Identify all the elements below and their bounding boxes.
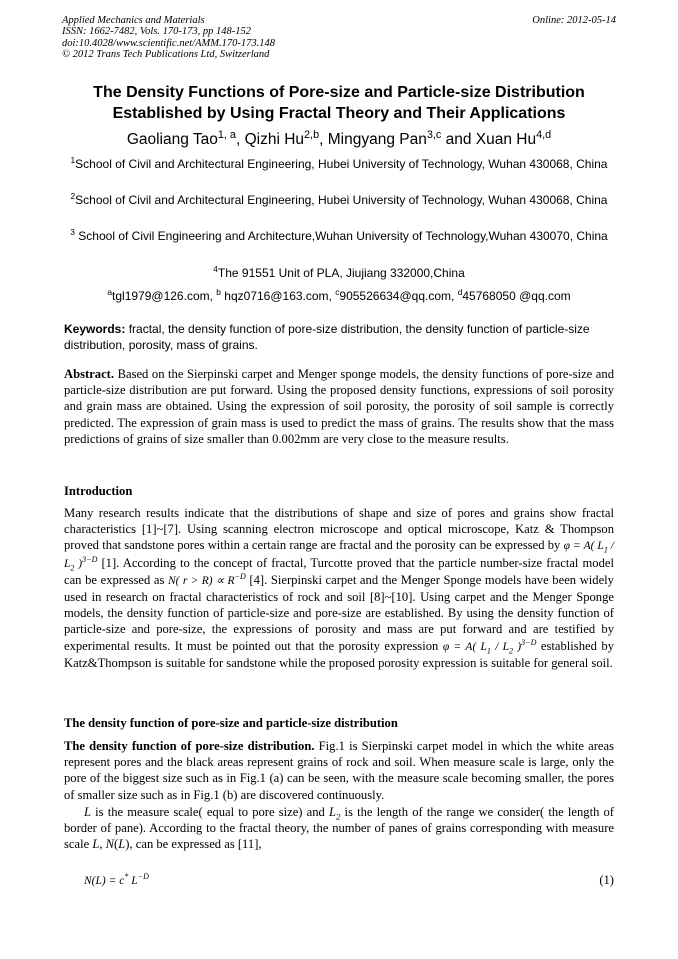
math-L2: $L_2$ [328,805,341,822]
intro-paragraph: Many research results indicate that the distributions of shape and size of pores and grains show fractal characteristics [1]~[7]. Using scanning electron microscope and optical microscope, Katz & Thompson proved that sandstone pores within a certain range are fractal and the porosity can be expressed by φ = A( $L_1 / L_2$ )$^{3-D}$ [1]. According to the concept of fractal, Turcotte proved that the particle number-size fractal model can be expressed as N( $r > R) \propto R^{-D}$ [4]. Sierpinski carpet and the Menger Sponge models have been widely used in research on fractal characteristics of rock and soil [8]~[10]. Using carpet and the Menger Sponge models, the density function of particle-size and pore-size are established. By using the density function of particle-size and pore-size, the expressions of porosity and mass are put forward and are testified by experimental results. It must be pointed out that the porosity expression φ = A( $L_1 / L_2$ )$^{3-D}$ established by Katz&Thompson is suitable for sandstone while the proposed porosity expression is suitable for general soil. [64,506,615,670]
author-list: Gaoliang Tao$^{1, a}$, Qizhi Hu$^{2,b}$, Mingyang Pan$^{3,c}$ and Xuan Hu$^{4,d}$ [126,128,552,148]
intro-heading: Introduction [64,484,133,498]
issn-line: ISSN: 1662-7482, Vols. 170-173, pp 148-152 [62,26,251,38]
email-link[interactable]: 905526634@qq.com [339,289,452,303]
author-name: Qizhi Hu [244,131,305,148]
author-name: Gaoliang Tao [126,131,218,148]
subsection-label: The density function of pore-size distribution. [64,739,315,753]
author-affiliation-mark: 3,c [426,128,442,141]
porosity-formula: φ = A( $L_1 / L_2$ )$^{3-D}$ [442,637,537,655]
online-date: Online: 2012-05-14 [532,15,616,26]
equation-number: (1) [599,873,614,887]
equation-1 [84,873,614,888]
title-line-2: Established by Using Fractal Theory and Their Applications [112,105,566,122]
journal-name: Applied Mechanics and Materials [62,15,205,26]
affiliation-3: $^3$ School of Civil Engineering and Architecture,Wuhan University of Technology,Wuhan 430070, China [70,227,608,243]
porosity-formula: φ = A( $L_1 / L_2$ )$^{3-D}$ [64,540,615,572]
abstract [64,366,614,447]
author-affiliation-mark: 4,d [536,128,552,141]
keywords-label: Keywords: [64,322,126,336]
author-name: Mingyang Pan [327,131,427,148]
section-paragraph-2: L is the measure scale( equal to pore size) and $L_2$ is the length of the range we consider( the length of border of pane). According to the fractal theory, the number of panes of grains corresponding with measure scale L, N(L), can be expressed as [11], [64,805,615,852]
journal-header [62,15,275,61]
title-line-1: The Density Functions of Pore-size and Particle-size Distribution [93,84,585,101]
section-paragraph-1: The density function of pore-size distribution. Fig.1 is Sierpinski carpet model in which the white areas represent pores and the black areas represent grains of rock and soil. When measure scale is large, only the pore of the biggest size such as in Fig.1 (a) can be seen, with the measure scale becoming smaller, the pores of smaller size such as in Fig.1 (b) are discovered continuously. [64,739,614,802]
keywords-text: fractal, the density function of pore-size distribution, the density function of particle-size distribution, porosity, mass of grains. [64,322,590,352]
email-link[interactable]: 45768050 @qq.com [462,289,571,303]
copyright-line: © 2012 Trans Tech Publications Ltd, Switzerland [62,49,270,61]
section-heading: The density function of pore-size and particle-size distribution [64,716,398,730]
abstract-label: Abstract. [64,367,115,381]
email-link[interactable]: hqz0716@163.com [224,289,329,303]
author-name: Xuan Hu [475,131,537,148]
paper-title [50,82,628,124]
affiliation-2: $^2$School of Civil and Architectural Engineering, Hubei University of Technology, Wuhan 430068, China [70,191,608,207]
equation-formula: N(L) = c* $L^{-D}$ [84,872,149,887]
author-emails: $^a$tgl1979@126.com, $^b$ hqz0716@163.com, $^c$905526634@qq.com, $^d$45768050 @qq.com [107,287,571,303]
author-affiliation-mark: 2,b [304,128,320,141]
abstract-text: Based on the Sierpinski carpet and Menger sponge models, the density functions of pore-size and particle-size distribution are put forward. Using the proposed density functions, expressions of soil porosity and grain mass are obtained. Using the expression of soil porosity, the porosity of soil sample is correctly predicted. The expression of grain mass is used to predict the mass of grains. The results show that the mass predictions of grains of size smaller than 0.002mm are very close to the measure results. [64,367,614,446]
affiliation-4: $^4$The 91551 Unit of PLA, Jiujiang 332000,China [213,264,465,280]
email-link[interactable]: tgl1979@126.com [112,289,210,303]
number-size-formula: N( $r > R) \propto R^{-D}$ [167,571,246,587]
math-L: L [84,805,92,819]
affiliation-1: $^1$School of Civil and Architectural Engineering, Hubei University of Technology, Wuhan 430068, China [70,155,608,171]
keywords [64,322,614,353]
author-affiliation-mark: 1, a [217,128,236,141]
doi-line: doi:10.4028/www.scientific.net/AMM.170-173.148 [62,37,275,49]
